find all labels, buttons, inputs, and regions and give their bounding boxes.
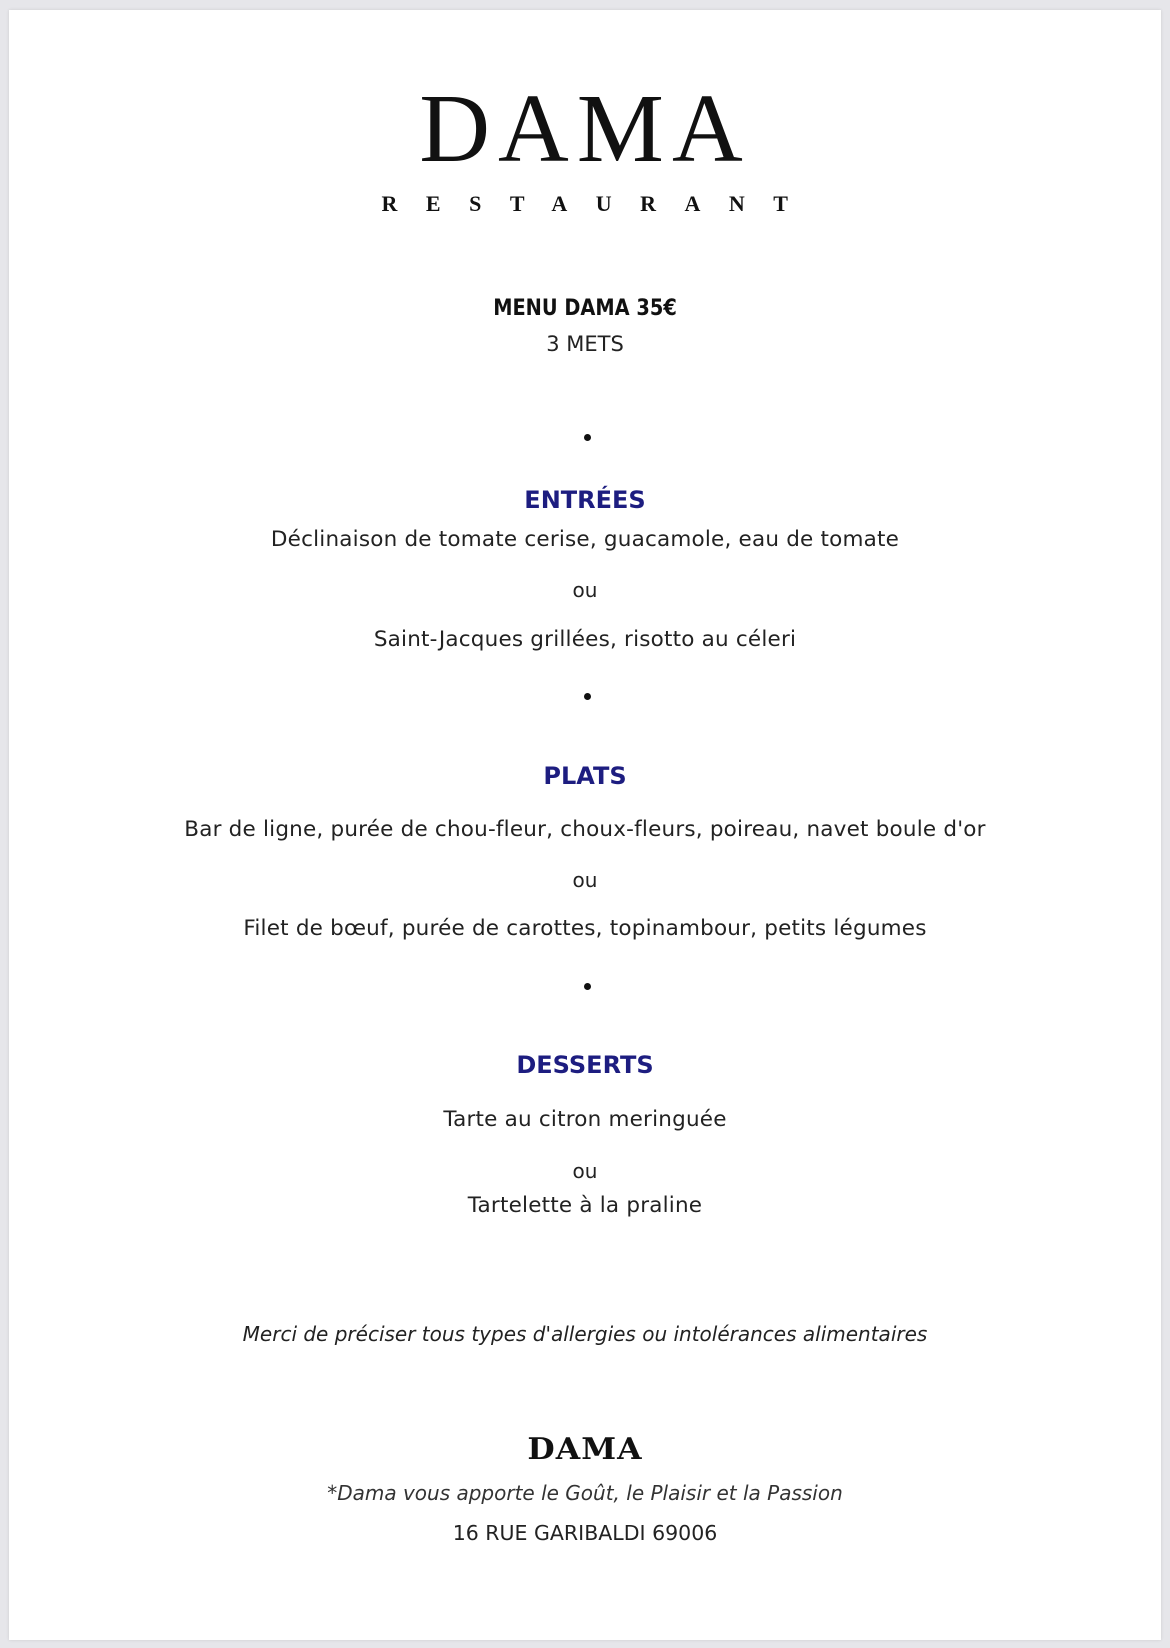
footer-address: 16 RUE GARIBALDI 69006 bbox=[452, 1521, 718, 1545]
or-separator: ou bbox=[572, 1159, 598, 1183]
dish-item: Tarte au citron meringuée bbox=[443, 1107, 727, 1132]
dish-item: Tartelette à la praline bbox=[467, 1193, 703, 1218]
menu-title: MENU DAMA 35€ bbox=[493, 296, 677, 321]
dish-item: Bar de ligne, purée de chou-fleur, choux-fleurs, poireau, navet boule d'or bbox=[184, 817, 986, 842]
section-divider-dot bbox=[584, 983, 591, 990]
menu-subtitle: 3 METS bbox=[546, 332, 624, 356]
footer-brand-logo: DAMA bbox=[527, 1432, 643, 1467]
section-divider-dot bbox=[584, 693, 591, 700]
brand-logo-title: DAMA bbox=[419, 75, 751, 183]
or-separator: ou bbox=[572, 578, 598, 602]
or-separator: ou bbox=[572, 868, 598, 892]
dish-item: Filet de bœuf, purée de carottes, topinambour, petits légumes bbox=[243, 916, 927, 941]
section-heading-desserts: DESSERTS bbox=[516, 1051, 654, 1079]
section-heading-plats: PLATS bbox=[543, 762, 627, 790]
brand-logo-subtitle: RESTAURANT bbox=[381, 191, 817, 216]
menu-page bbox=[9, 10, 1161, 1640]
dish-item: Déclinaison de tomate cerise, guacamole, eau de tomate bbox=[270, 527, 900, 552]
section-heading-entrees: ENTRÉES bbox=[524, 486, 646, 514]
dish-item: Saint-Jacques grillées, risotto au céleri bbox=[373, 627, 797, 652]
allergy-note: Merci de préciser tous types d'allergies ou intolérances alimentaires bbox=[242, 1322, 928, 1346]
section-divider-dot bbox=[584, 434, 591, 441]
footer-tagline: *Dama vous apporte le Goût, le Plaisir et la Passion bbox=[327, 1481, 843, 1505]
